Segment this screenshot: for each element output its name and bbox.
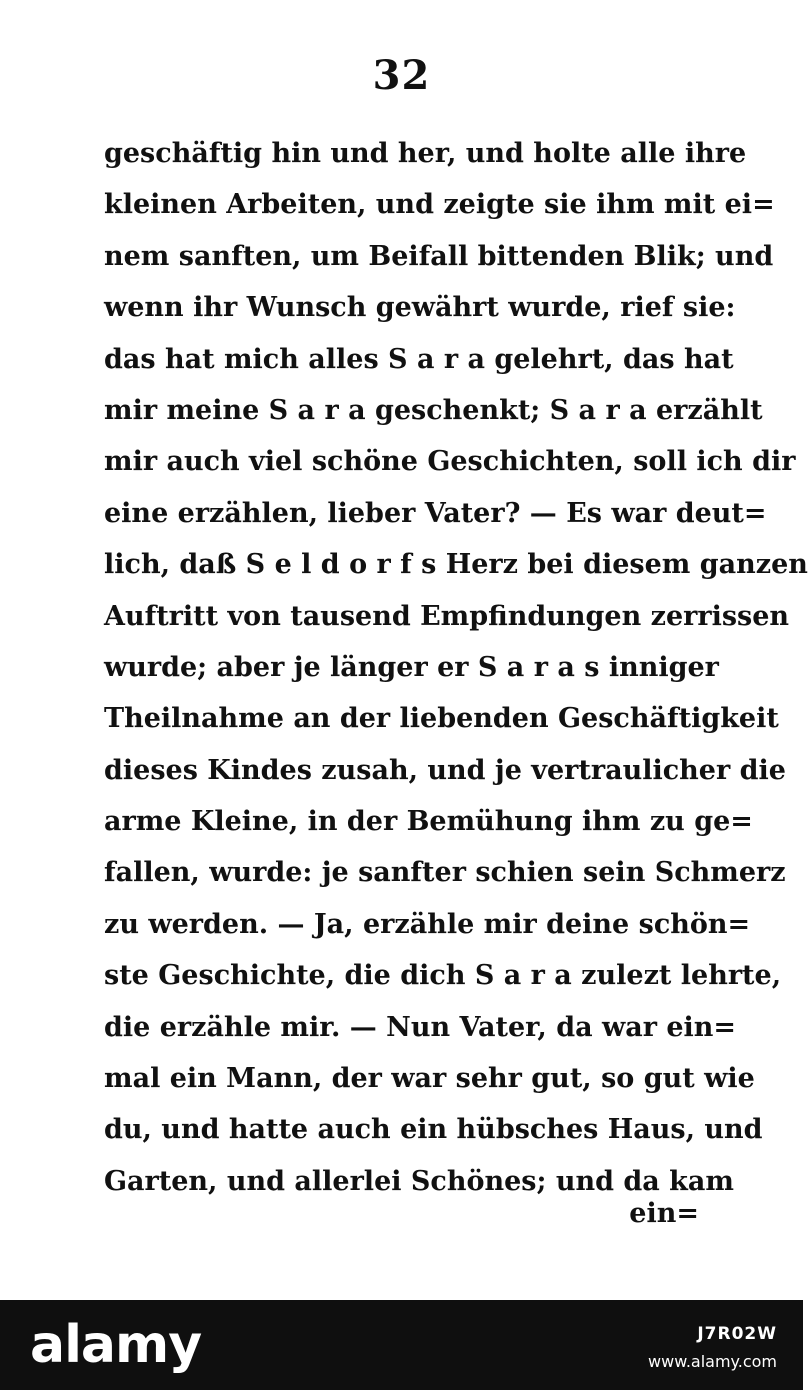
text-line: kleinen Arbeiten, und zeigte sie ihm mit ei= (104, 189, 775, 221)
catchword: ein= (629, 1198, 699, 1229)
text-line: nem sanften, um Beifall bittenden Blik; und (104, 240, 774, 272)
text-line: ste Geschichte, die dich S a r a zulezt lehrte, (104, 960, 782, 992)
text-line: das hat mich alles S a r a gelehrt, das hat (104, 343, 734, 375)
text-line: Garten, und allerlei Schönes; und da kam (104, 1165, 734, 1197)
site-url: www.alamy.com (648, 1352, 777, 1371)
text-line: mal ein Mann, der war sehr gut, so gut wie (104, 1063, 755, 1095)
body-text (104, 128, 808, 1207)
watermark-bar (0, 1300, 803, 1390)
text-line: Theilnahme an der liebenden Geschäftigkeit (104, 703, 779, 735)
text-line: geschäftig hin und her, und holte alle ihre (104, 138, 747, 169)
text-line: wenn ihr Wunsch gewährt wurde, rief sie: (104, 292, 736, 324)
text-line: Auftritt von tausend Empfindungen zerrissen (104, 600, 790, 632)
text-line: eine erzählen, lieber Vater? — Es war deut= (104, 497, 767, 529)
text-line: zu werden. — Ja, erzähle mir deine schön= (104, 908, 751, 940)
text-line: dieses Kindes zusah, und je vertraulicher die (104, 754, 786, 786)
text-line: die erzähle mir. — Nun Vater, da war ein= (104, 1011, 737, 1043)
page-number: 32 (372, 52, 431, 99)
text-line: du, und hatte auch ein hübsches Haus, und (104, 1114, 763, 1146)
text-line: arme Kleine, in der Bemühung ihm zu ge= (104, 806, 753, 838)
text-line: lich, daß S e l d o r f s Herz bei diesem ganzen (104, 549, 808, 581)
text-line: mir meine S a r a geschenkt; S a r a erzählt (104, 394, 763, 426)
text-line: fallen, wurde: je sanfter schien sein Schmerz (104, 857, 786, 889)
text-line: mir auch viel schöne Geschichten, soll ich dir (104, 446, 796, 478)
text-line: wurde; aber je länger er S a r a s inniger (104, 651, 719, 683)
image-id: J7R02W (697, 1324, 777, 1344)
brand-logo: alamy (30, 1315, 202, 1375)
